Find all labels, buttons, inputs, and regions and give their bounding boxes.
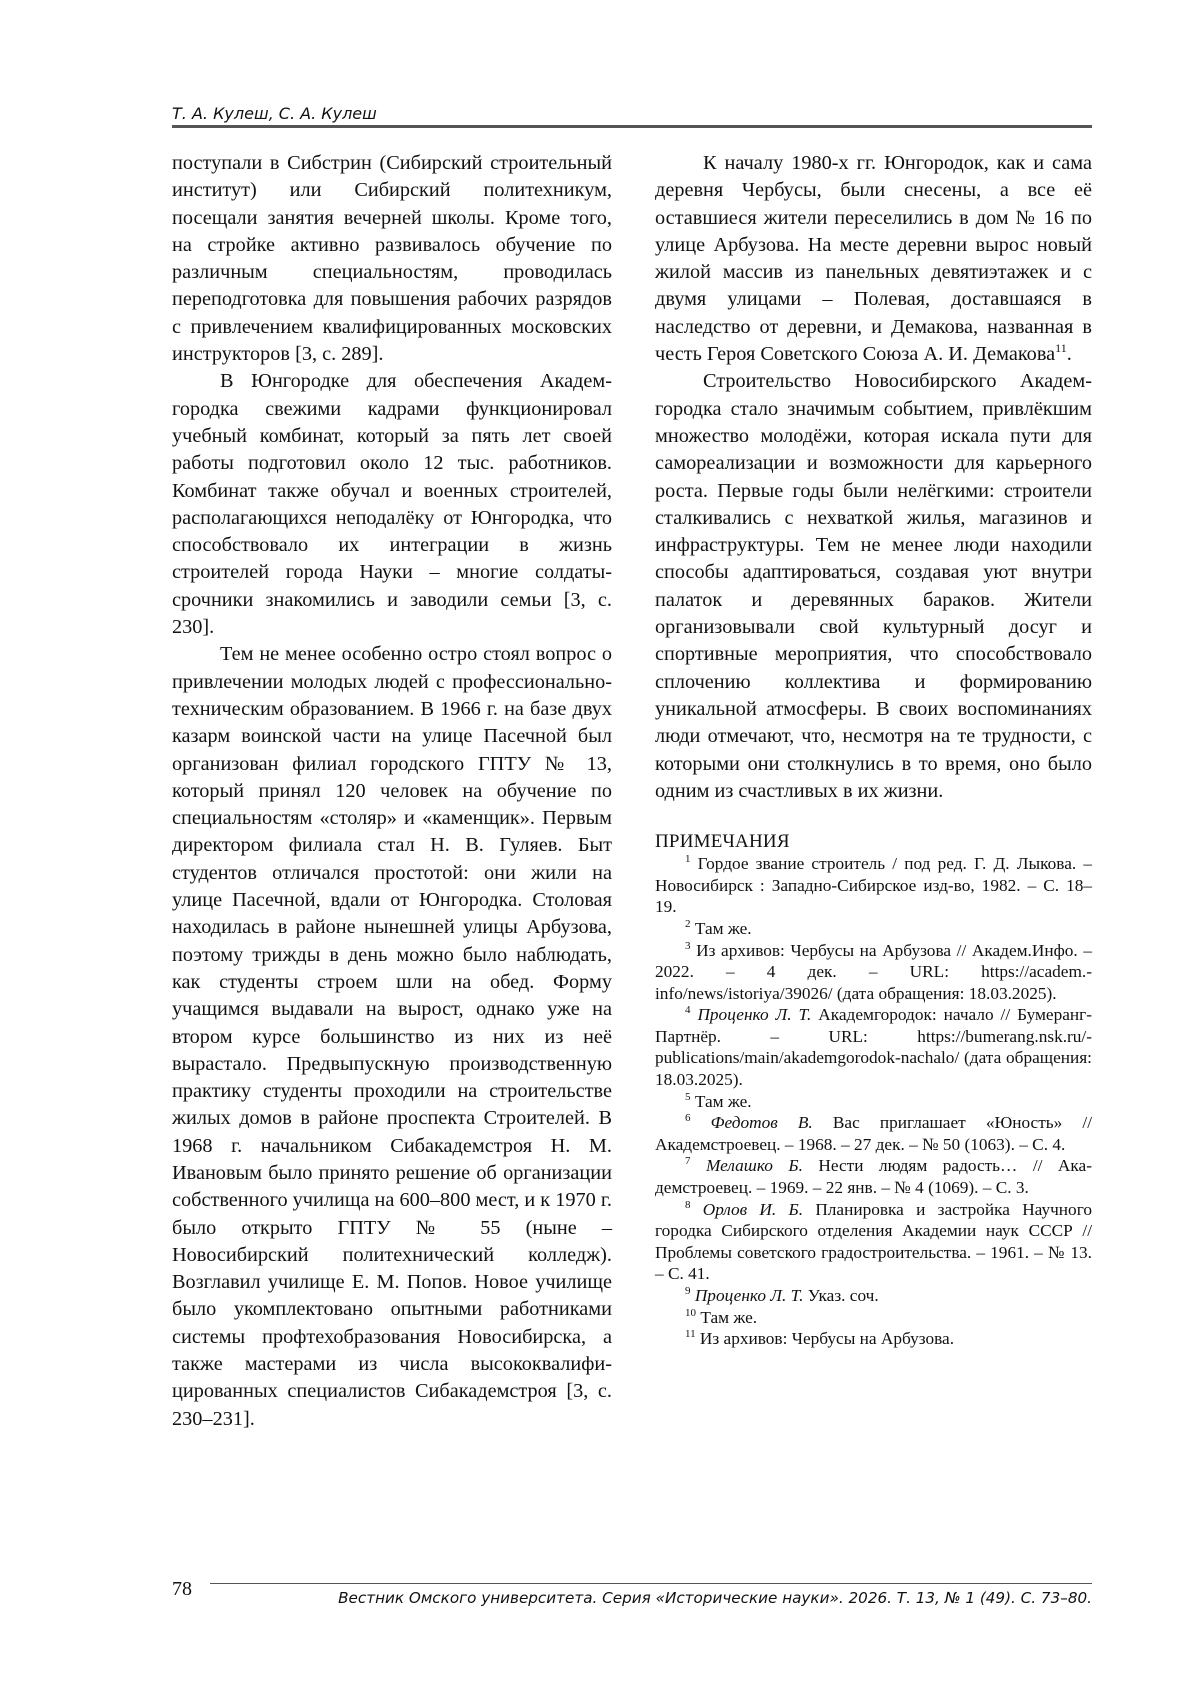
note-author: Проценко Л. Т. <box>694 1286 804 1305</box>
note-number: 10 <box>685 1306 696 1319</box>
note-number: 3 <box>685 939 691 952</box>
left-column <box>172 150 612 1433</box>
note-author: Проценко Л. Т. <box>697 1005 812 1025</box>
note-number: 1 <box>685 853 691 866</box>
note-item <box>655 1199 1092 1285</box>
note-text: Там же. <box>694 918 752 938</box>
paragraph-text: К началу 1980-х гг. Юнгородок, как и сама деревня Чербусы, были снесены, а все её оставшиеся жители переселились в дом № 16 по улице Арбузова. На месте деревни вырос новый жилой массив из панельных девятиэтажек и с двумя улицами – Полевая, доставшаяся в наследство от деревни, и Демакова, названная в честь Героя Советского Союза А. И. Демакова <box>655 152 1092 366</box>
page-number: 78 <box>172 1578 192 1600</box>
left-paragraph: поступали в Сибстрин (Сибирский строительный институт) или Сибирский политехникум, посещали занятия вечерней школы. Кроме того, на стройке активно развивалось обучение по различным специальностям, проводилась переподготовка для повышения рабочих разрядов с привлечением квалифицированных московских инструкторов [3, с. 289]. <box>172 152 612 366</box>
note-item <box>655 1307 1092 1329</box>
note-number: 4 <box>685 1004 691 1017</box>
notes-list <box>655 853 1092 1350</box>
note-item <box>655 1328 1092 1350</box>
note-text: Планировка и застройка Научного городка Сибирского отделения Академии наук СССР // Проблемы советского градостроительства. – 1961. – № 13. – С. 41. <box>655 1199 1092 1284</box>
note-number: 7 <box>685 1155 691 1168</box>
header-rule <box>172 125 1092 128</box>
note-number: 9 <box>685 1285 691 1297</box>
note-item <box>655 1112 1092 1155</box>
paragraph-end: . <box>1066 343 1072 366</box>
note-text: Там же. <box>694 1091 752 1111</box>
note-number: 11 <box>685 1328 696 1341</box>
footer-rule <box>210 1583 1092 1584</box>
left-paragraph: В Юнгородке для обеспечения Академгородка свежими кадрами функционировал учебный комбинат, который за пять лет своей работы подготовил около 12 тыс. работников. Комбинат также обучал и военных строителей, располагающихся неподалёку от Юнгородка, что способствовало их интеграции в жизнь строителей города Науки – многие солдаты-срочники знакомились и заводили семьи [3, с. 230]. <box>172 370 612 639</box>
note-number: 2 <box>685 917 691 930</box>
note-text: Вас приглашает «Юность» // Академстроевец. – 1968. – 27 дек. – № 50 (1063). – С. 4. <box>655 1113 1093 1154</box>
note-text: Академгородок: начало // Бумеранг-Партнёр. – URL: https://bumerang.nsk.ru/publications/main/akademgorodok-nachalo/ (дата обращения: 18.03.2025). <box>655 1005 1092 1090</box>
note-item <box>655 1285 1092 1307</box>
note-number: 5 <box>685 1090 691 1103</box>
note-author: Орлов И. Б. <box>702 1199 804 1219</box>
journal-citation: Вестник Омского университета. Серия «Исторические науки». 2026. Т. 13, № 1 (49). С. 73–80. <box>338 1589 1092 1607</box>
footnote-ref: 11 <box>1055 341 1067 356</box>
note-item <box>655 853 1092 918</box>
right-column <box>655 150 1092 1350</box>
note-text: Там же. <box>700 1307 758 1327</box>
note-text: Нести людям радость… // Академстроевец. – 1969. – 22 янв. – № 4 (1069). – С. 3. <box>655 1156 1092 1198</box>
left-paragraph: Тем не менее особенно остро стоял вопрос о привлечении молодых людей с профессионально-техническим образованием. В 1966 г. на базе двух казарм воинской части на улице Пасечной был организован филиал городского ГПТУ № 13, который принял 120 человек на обучение по специальностям «столяр» и «каменщик». Первым директором филиала стал Н. В. Гуляев. Быт студентов отличался простотой: они жили на улице Пасечной, вдали от Юнгородка. Столовая находилась в районе нынешней улицы Арбузова, поэтому трижды в день можно было наблюдать, как студенты строем шли на обед. Форму учащимся выдавали на вырост, однако уже на втором курсе большинство из них из неё вырастало. Предвыпускную производственную практику студенты проходили на строительстве жилых домов в районе проспекта Строителей. В 1968 г. начальником Сибакадемстроя Н. М. Ивановым было принято решение об организации собственного училища на 600–800 мест, и к 1970 г. было открыто ГПТУ № 55 (ныне – Новосибирский политехнический колледж). Возглавил училище Е. М. Попов. Новое училище было укомплектовано опытными работниками системы профтехобразования Новосибирска, а также мастерами из числа высококвалифицированных специалистов Сибакадемстроя [3, с. 230–231]. <box>172 643 612 1430</box>
note-author: Федотов В. <box>710 1113 813 1133</box>
note-text: Гордое звание строитель / под ред. Г. Д. Лыкова. – Новосибирск : Западно-Сибирское изд-во, 1982. – С. 18–19. <box>655 854 1092 917</box>
note-number: 6 <box>685 1112 691 1125</box>
note-item <box>655 918 1092 940</box>
running-head: Т. А. Кулеш, С. А. Кулеш <box>172 104 377 123</box>
right-paragraph: Строительство Новосибирского Академгородка стало значимым событием, привлёкшим множество молодёжи, которая искала пути для самореализации и возможности для карьерного роста. Первые годы были нелёгкими: строители сталкивались с нехваткой жилья, магазинов и инфраструктуры. Тем не менее люди находили способы адаптироваться, создавая уют внутри палаток и деревянных бараков. Жители организовывали свой культурный досуг и спортивные мероприятия, что способствовало сплочению коллектива и формированию уникальной атмосферы. В своих воспоминаниях люди отмечают, что, несмотря на те трудности, с которыми они столкнулись в то время, оно было одним из счастливых в их жизни. <box>655 370 1092 802</box>
note-item <box>655 1004 1092 1090</box>
notes-title: ПРИМЕЧАНИЯ <box>655 831 790 853</box>
note-text: Указ. соч. <box>803 1286 879 1305</box>
note-author: Мелашко Б. <box>706 1156 803 1176</box>
note-text: Из архивов: Чербусы на Арбузова // Академ.Инфо. – 2022. – 4 дек. – URL: https://academ.info/news/istoriya/39026/ (дата обращения: 18.03.2025). <box>655 940 1092 1003</box>
right-paragraph <box>655 150 1092 368</box>
note-number: 8 <box>685 1198 691 1211</box>
note-item <box>655 940 1092 1005</box>
note-item <box>655 1155 1092 1198</box>
note-item <box>655 1091 1092 1113</box>
note-text: Из архивов: Чербусы на Арбузова. <box>699 1329 955 1349</box>
